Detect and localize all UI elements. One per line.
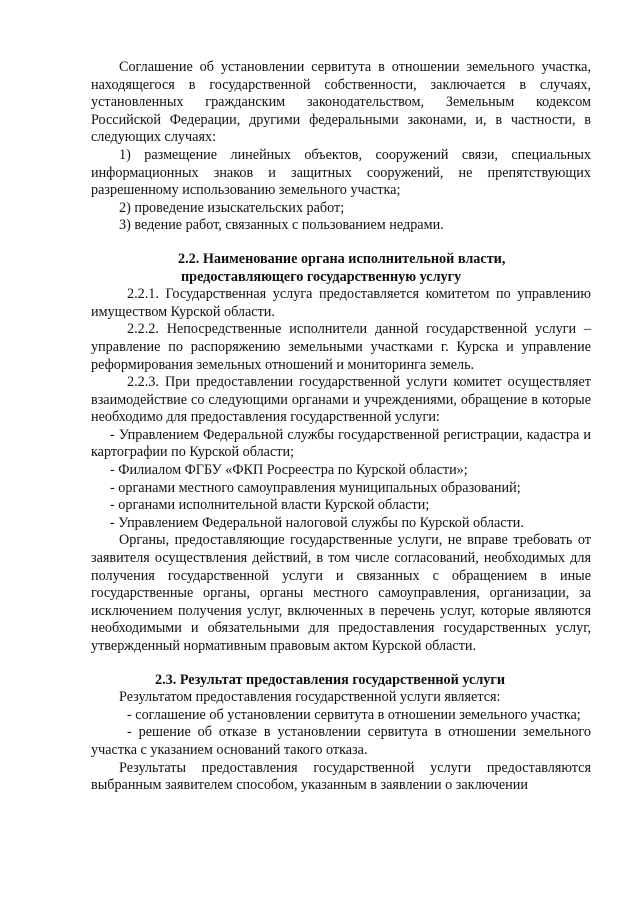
section-2-2-heading-line2: предоставляющего государственную услугу [181,268,462,285]
list-item-executive-authorities: - органами исполнительной власти Курской области; [110,497,430,514]
paragraph-2-2-3: 2.2.3. При предоставлении государственной услуги комитет осуществляет взаимодействие со следующими органами и учреждениями, обращение в которые необходимо для предоставления государственной услуги: [91,374,591,426]
list-item-tax-service: - Управлением Федеральной налоговой службы по Курской области. [110,514,524,531]
list-item-subsoil-works: 3) ведение работ, связанных с пользованием недрами. [119,217,444,234]
paragraph-result-intro: Результатом предоставления государственной услуги является: [119,689,501,706]
paragraph-2-2-2: 2.2.2. Непосредственные исполнители данной государственной услуги – управление по распоряжению земельными участками г. Курска и управление реформирования земельных отношений и мониторинга земель. [91,321,591,373]
document-body [91,59,591,795]
paragraph-organs-restriction: Органы, предоставляющие государственные услуги, не вправе требовать от заявителя осуществления действий, в том числе согласований, необходимых для получения государственной услуги и связанных с обращением в иные государственные органы, органы местного самоуправления, организации, за исключением получения услуг, включенных в перечень услуг, которые являются необходимыми и обязательными для предоставления государственных услуг, утвержденный нормативным правовым актом Курской области. [91,532,591,654]
list-item-survey-works: 2) проведение изыскательских работ; [119,199,345,216]
paragraph-results-delivery: Результаты предоставления государственной услуги предоставляются выбранным заявителем способом, указанным в заявлении о заключении [91,759,591,794]
list-item-linear-objects: 1) размещение линейных объектов, сооружений связи, специальных информационных знаков и защитных сооружений, не препятствующих разрешенному использованию земельного участка; [91,146,591,199]
list-item-rosreestr-department: - Управлением Федеральной службы государственной регистрации, кадастра и картографии по Курской области; [91,426,591,461]
section-2-2-heading-line1: 2.2. Наименование органа исполнительной власти, [178,250,506,267]
section-2-2-heading [91,251,591,286]
paragraph-2-2-1: 2.2.1. Государственная услуга предоставляется комитетом по управлению имуществом Курской области. [91,286,591,320]
section-2-3-heading: 2.3. Результат предоставления государственной услуги [155,671,506,688]
list-item-local-government: - органами местного самоуправления муниципальных образований; [110,479,521,496]
list-item-servitude-agreement: - соглашение об установлении сервитута в отношении земельного участка; [127,706,581,723]
list-item-fkp-branch: - Филиалом ФГБУ «ФКП Росреестра по Курской области»; [110,462,468,479]
paragraph-servitude-agreement: Соглашение об установлении сервитута в отношении земельного участка, находящегося в государственной собственности, заключается в случаях, установленных гражданским законодательством, Земельным кодексом Российской Федерации, другими федеральными законами, и, в частности, в следующих случаях: [91,59,591,146]
list-item-refusal-decision: - решение об отказе в установлении сервитута в отношении земельного участка с указанием оснований такого отказа. [91,724,591,758]
